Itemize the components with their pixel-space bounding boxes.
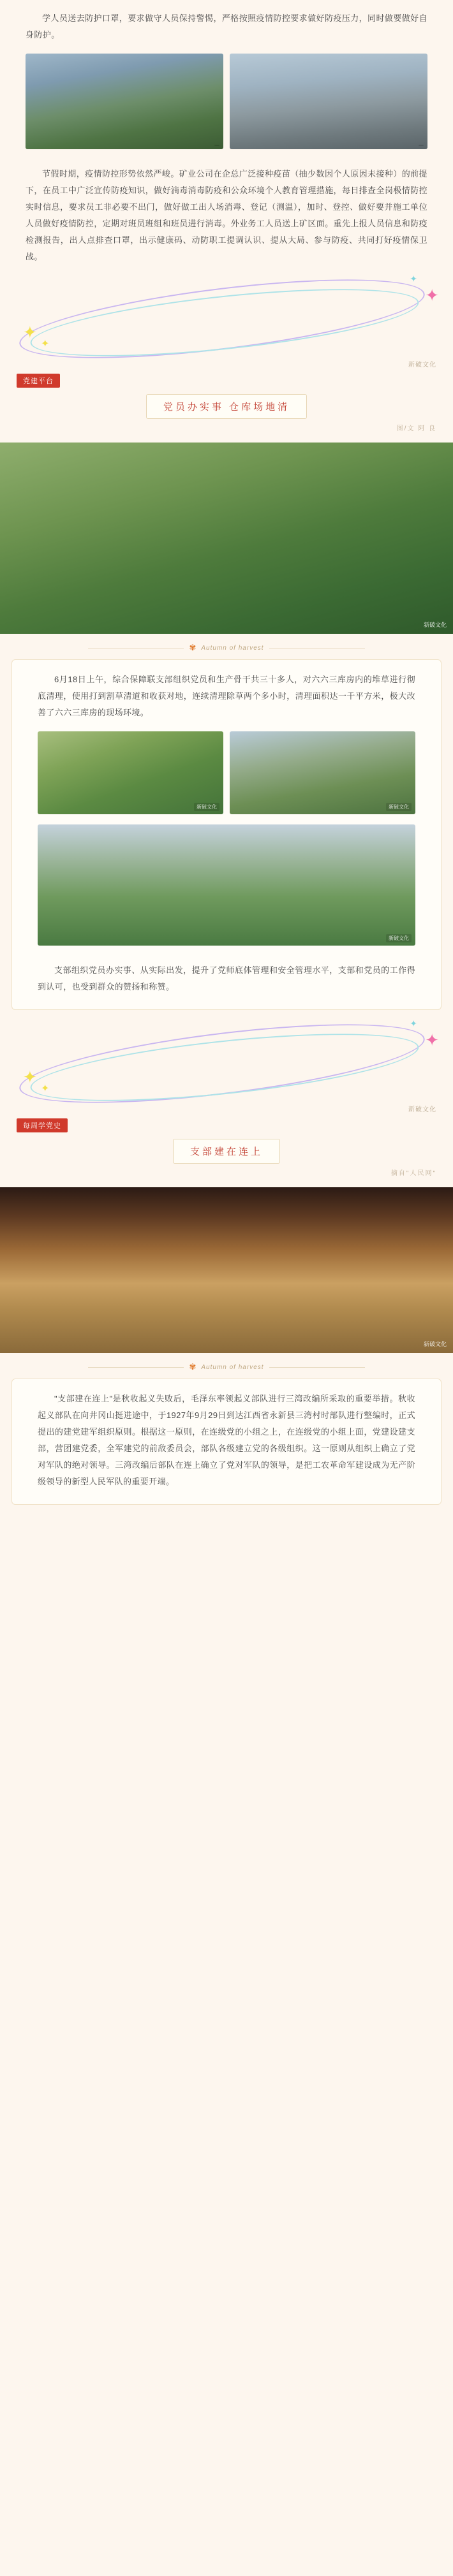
photo-watermark: 新破文化 (386, 803, 412, 811)
brand-watermark: 新破文化 (408, 362, 436, 369)
spacer (0, 432, 453, 443)
photo-watermark: 新破文化 (386, 934, 412, 942)
sparkle-icon: ✦ (23, 323, 37, 342)
photo-watermark: 新破文化 (194, 803, 219, 811)
divider-label: Autumn of harvest (201, 644, 264, 652)
covid-body-paragraph: 节假时期，疫情防控形势依然严峻。矿业公司在企总广泛接种疫苗（抽少数因个人原因未接种）的前提下，在员工中广泛宣传防疫知识，做好滴毒消毒防疫和公众环境个人教育管理措施，每日排查全岗极情防控实时信息，要求员工非必要不出门，做好做工出人场消毒、登记（测温），加时、登控、做好要并施工单位人员做好疫情防控，定期对班员班组和班员进行消毒。外业务工人员送上矿区面。重先上报人员信息和防疫检测报告，出人点排查口罩，出示健康码、动防职工提调认识、提从大局、参与防疫、共同打好疫情保卫战。 (26, 169, 427, 261)
mid-photo-single-wrap (12, 824, 441, 946)
spacer (12, 814, 441, 824)
sparkle-icon: ✦ (410, 1018, 417, 1028)
mid-photo-row (12, 731, 441, 814)
photo-watermark (214, 145, 219, 146)
sparkle-icon: ✦ (425, 1030, 439, 1050)
mid-paragraph: 6月18日上午，综合保障联支部组织党员和生产骨干共三十多人，对六六三库房内的堆草进行彻底清理，使用打到割草清道和收获对地，连续清理除草两个多小时，清理面积达一千平方米，极大改善了六六三库房的现场环境。 (38, 675, 415, 717)
spacer-bottom (0, 1505, 453, 1521)
section-tag-party-platform: 党建平台 (17, 374, 60, 388)
photo-weeding-group (38, 731, 223, 814)
brand-watermark: 新破文化 (408, 1106, 436, 1113)
photo-watermark (419, 145, 424, 146)
band2-source: 摘自"人民网" (390, 1170, 436, 1177)
mid-section-card (11, 659, 442, 1010)
decorative-oval-band (0, 265, 453, 374)
bottom-section-card (11, 1379, 442, 1505)
band2-title-wrap (0, 1139, 453, 1164)
bottom-paragraph: "支部建在连上"是秋收起义失败后，毛泽东率领起义部队进行三湾改编所采取的重要举措。秋收起义部队在向井冈山挺进途中，于1927年9月29日到达江西省永新县三湾村时部队进行整编时，正式提出的建党建军组织原则。根据这一原则，在连级党的小组之上，在连级党的小组上面，党建设建支部，营团建党委，全军建党的前敌委员会，部队各级建立党的各级组织。这一原则从组织上确立了党对军队的绝对领导。三湾改编后部队在连上确立了党对军队的领导，是把工农革命军建设成为无产阶级领导的新型人民军队的重要开端。 (38, 1394, 415, 1486)
photo-watermark: 新破文化 (423, 1341, 447, 1347)
divider-line-right (269, 1367, 365, 1368)
spacer (0, 149, 453, 166)
sparkle-icon: ✦ (425, 286, 439, 305)
spacer (12, 721, 441, 731)
decorative-oval-band-2 (0, 1010, 453, 1118)
photo-volunteers-field (26, 54, 223, 149)
photo-watermark: 新破文化 (423, 622, 447, 628)
sparkle-icon: ✦ (23, 1067, 37, 1087)
photo-worker-cutting (230, 731, 415, 814)
band2-tag-wrap (0, 1118, 453, 1132)
photo-road-vehicle (230, 54, 427, 149)
spacer (0, 43, 453, 54)
band1-byline: 图/文 阿 良 (396, 425, 436, 432)
photo-weeding-hero (0, 443, 453, 634)
photo-truck-loading (38, 824, 415, 946)
page-title-warehouse: 党员办实事 仓库场地清 (146, 394, 307, 419)
wheat-icon: ✾ (189, 643, 197, 652)
intro-paragraph: 学人员送去防护口罩，要求做守人员保持警惕，严格按照疫情防控要求做好防疫压力，同时做要做好自身防护。 (26, 13, 427, 40)
spacer-top (0, 0, 453, 10)
spacer (12, 946, 441, 962)
divider-line-left (88, 1367, 184, 1368)
spacer (0, 1177, 453, 1187)
divider-label: Autumn of harvest (201, 1363, 264, 1371)
band1-title-wrap (0, 394, 453, 419)
band1-tag-wrap (0, 374, 453, 388)
section-tag-weekly-party-history: 每周学党史 (17, 1118, 68, 1132)
divider-wheat (0, 634, 453, 659)
photo-historic-painting (0, 1187, 453, 1353)
wheat-icon: ✾ (189, 1362, 197, 1372)
mid-closing-paragraph: 支部组织党员办实事、从实际出发，提升了党师底体管理和安全管理水平，支部和党员的工作得到认可，也受到群众的赞扬和称赞。 (38, 965, 415, 992)
page-title-branch: 支部建在连上 (173, 1139, 280, 1164)
top-photo-row (0, 54, 453, 149)
divider-wheat-2 (0, 1353, 453, 1379)
sparkle-icon: ✦ (410, 274, 417, 284)
sparkle-icon: ✦ (41, 1083, 50, 1094)
sparkle-icon: ✦ (41, 339, 50, 349)
